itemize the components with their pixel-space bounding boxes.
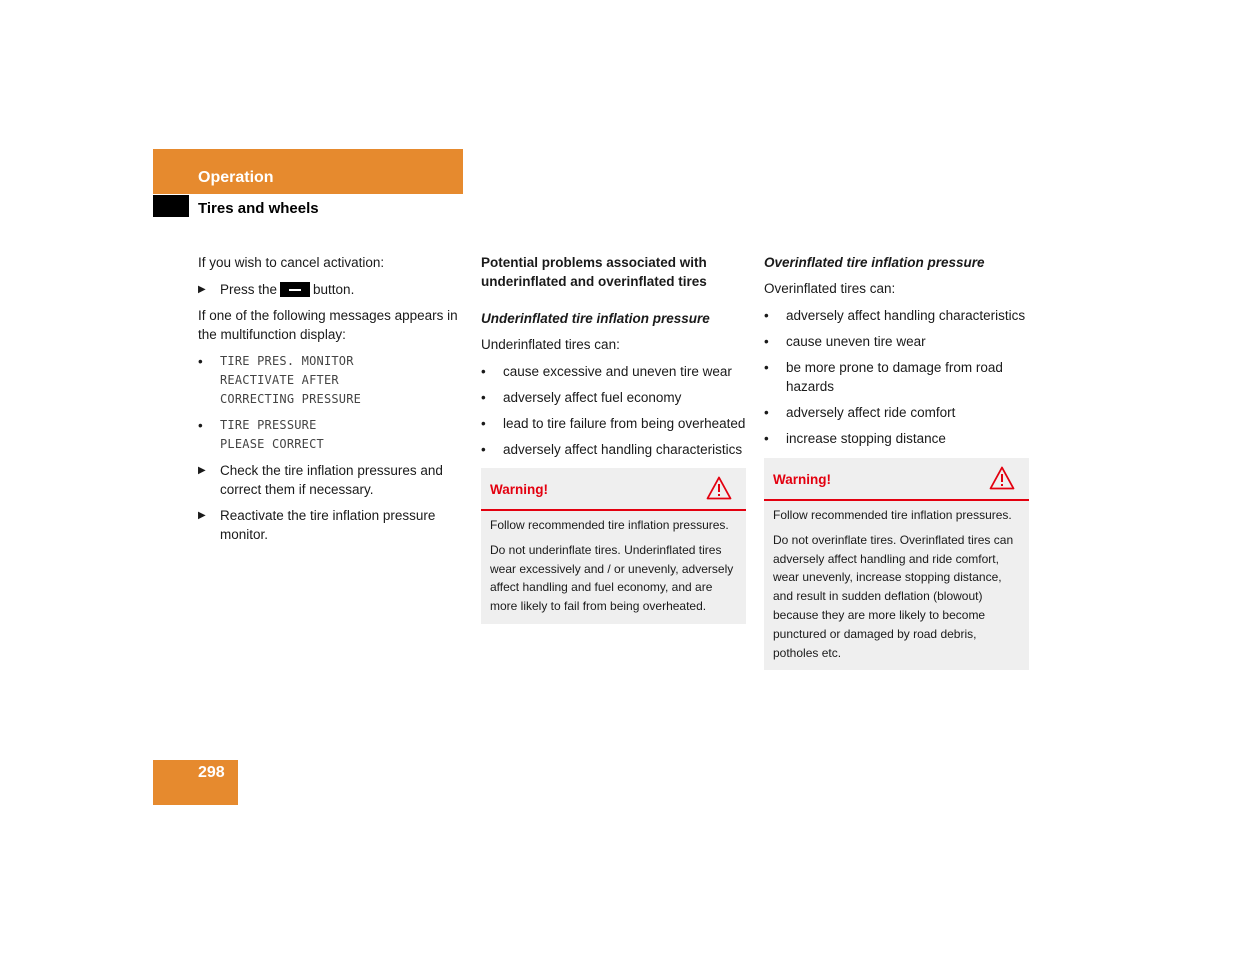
list-item: • cause excessive and uneven tire wear: [481, 364, 732, 379]
column-left: [198, 253, 463, 551]
triangle-right-icon: ▶: [198, 510, 206, 521]
warning-title: Warning!: [490, 482, 548, 497]
warning-box-underinflated: [481, 468, 746, 624]
cancel-intro: If you wish to cancel activation:: [198, 255, 385, 270]
list-item: • adversely affect handling characteristics: [481, 442, 743, 457]
step-press-button: ▶ Press the button.: [198, 282, 355, 297]
warning-title: Warning!: [773, 472, 831, 487]
warning-text: Do not underinflate tires. Underinflated tires wear excessively and / or unevenly, adversely affect handling and fuel economy, and are more likely to fail from being overheated.: [490, 542, 734, 614]
underinflated-heading: Underinflated tire inflation pressure: [481, 311, 710, 326]
warning-triangle-icon: [989, 466, 1015, 490]
subsection-title: Tires and wheels: [198, 200, 319, 217]
overinflated-intro: Overinflated tires can:: [764, 281, 896, 296]
column-middle: [481, 253, 746, 624]
bullet-icon: •: [764, 405, 769, 420]
triangle-right-icon: ▶: [198, 465, 206, 476]
page-number-bar: [153, 760, 238, 805]
list-item: • adversely affect ride comfort: [764, 405, 956, 420]
section-title: Operation: [198, 169, 274, 186]
bullet-icon: •: [198, 354, 203, 369]
bullet-icon: •: [764, 308, 769, 323]
warning-box-overinflated: [764, 458, 1029, 670]
list-item: • lead to tire failure from being overheated: [481, 416, 746, 431]
bullet-icon: •: [481, 364, 486, 379]
bullet-icon: •: [198, 418, 203, 433]
underinflated-intro: Underinflated tires can:: [481, 337, 620, 352]
triangle-right-icon: ▶: [198, 284, 206, 295]
warning-text: Follow recommended tire inflation pressures.: [773, 508, 1012, 522]
header-marker: [153, 195, 189, 217]
list-item: • cause uneven tire wear: [764, 334, 926, 349]
bullet-icon: •: [481, 390, 486, 405]
warning-text: Do not overinflate tires. Overinflated tires can adversely affect handling and ride comfort, wear unevenly, increase stopping distance, and result in sudden deflation (blowout) because they are more likely to become punctured or damaged by road debris, potholes etc.: [773, 532, 1014, 660]
display-message-1: • TIRE PRES. MONITOR REACTIVATE AFTER CORRECTING PRESSURE: [198, 354, 362, 406]
list-item: • adversely affect fuel economy: [481, 390, 682, 405]
messages-intro: If one of the following messages appears in the multifunction display:: [198, 308, 458, 342]
bullet-icon: •: [764, 360, 769, 375]
step-reactivate-monitor: ▶ Reactivate the tire inflation pressure monitor.: [198, 508, 436, 542]
bullet-icon: •: [481, 442, 486, 457]
warning-triangle-icon: [706, 476, 732, 500]
bullet-icon: •: [764, 431, 769, 446]
bullet-icon: •: [481, 416, 486, 431]
problems-heading: Potential problems associated with underinflated and overinflated tires: [481, 255, 707, 289]
list-item: • be more prone to damage from road hazards: [764, 360, 1003, 394]
bullet-icon: •: [764, 334, 769, 349]
minus-button-icon: [280, 282, 310, 297]
display-message-2: • TIRE PRESSURE PLEASE CORRECT: [198, 418, 324, 451]
list-item: • adversely affect handling characteristics: [764, 308, 1026, 323]
page-number: 298: [198, 764, 225, 781]
warning-text: Follow recommended tire inflation pressures.: [490, 518, 729, 532]
overinflated-heading: Overinflated tire inflation pressure: [764, 255, 985, 270]
step-check-pressures: ▶ Check the tire inflation pressures and correct them if necessary.: [198, 463, 443, 497]
column-right: [764, 253, 1029, 670]
list-item: • increase stopping distance: [764, 431, 946, 446]
